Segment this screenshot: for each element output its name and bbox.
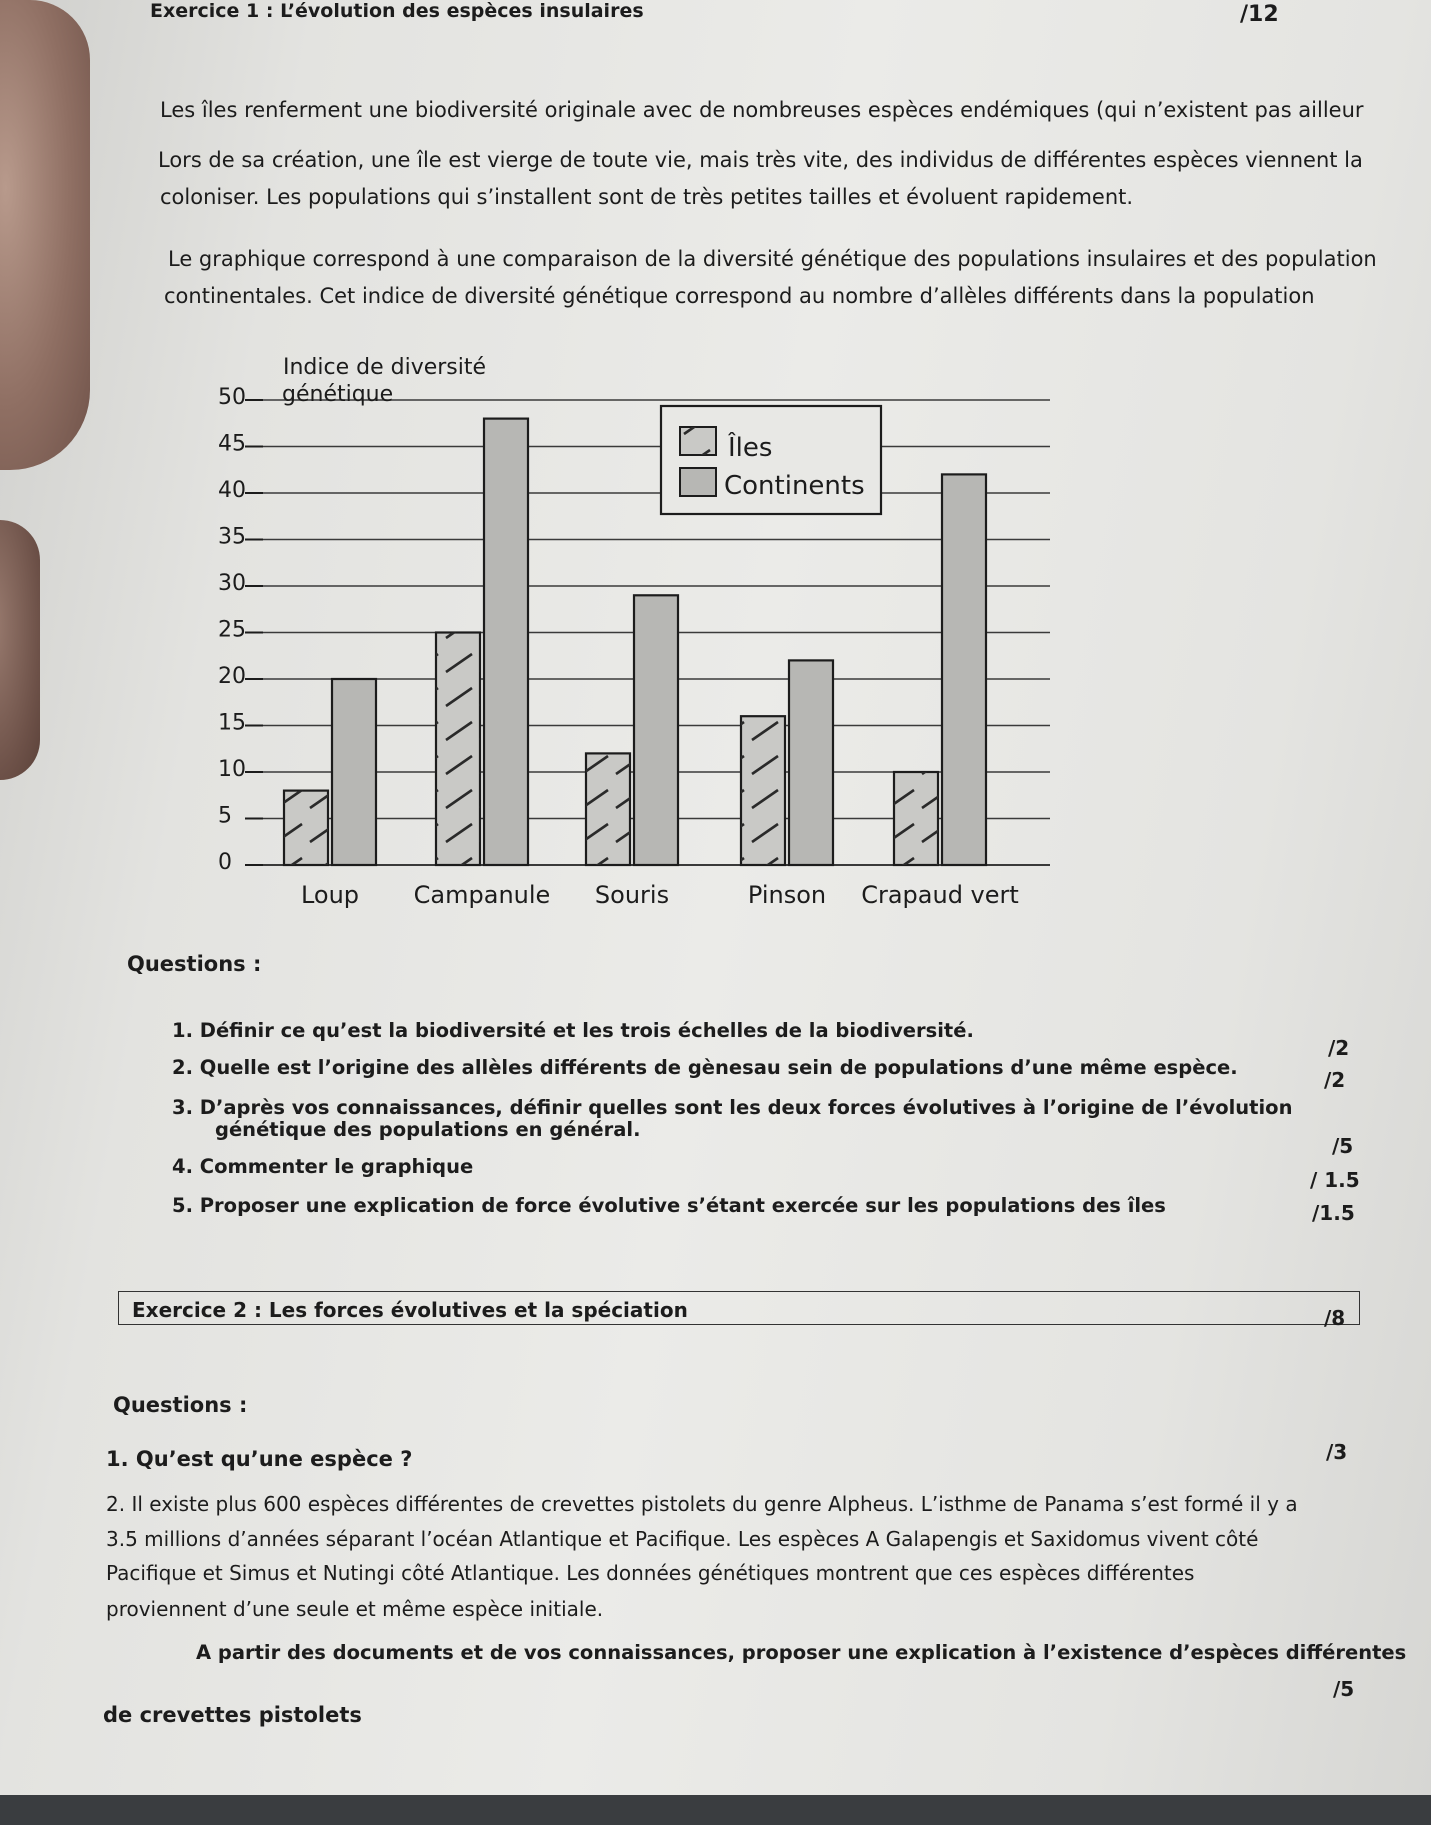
graph-intro-line-2: continentales. Cet indice de diversité génétique correspond au nombre d’allèles différents dans la population: [164, 284, 1315, 308]
bar-iles-hatch-souris: [586, 753, 630, 865]
y-tick-label-25: 25: [218, 617, 246, 643]
ex2-task-points: /5: [1333, 1677, 1355, 1701]
x-category-label-souris: Souris: [594, 881, 670, 909]
y-tick-label-30: 30: [218, 571, 246, 596]
exercise1-questions-heading: Questions :: [127, 952, 262, 976]
table-edge: [0, 1795, 1431, 1825]
bar-continents-pinson: [789, 660, 833, 865]
bar-continents-crapaud-vert: [942, 474, 986, 865]
intro-line-2: Lors de sa création, une île est vierge de toute vie, mais très vite, des individus de différentes espèces viennent la: [158, 148, 1363, 172]
question-3-line-1: 3. D’après vos connaissances, définir quelles sont les deux forces évolutives à l’origine de l’évolution: [172, 1096, 1293, 1119]
ex2-question-2-line-4: proviennent d’une seule et même espèce initiale.: [106, 1597, 604, 1621]
question-5: 5. Proposer une explication de force évolutive s’étant exercée sur les populations des îles: [172, 1194, 1166, 1217]
y-tick-label-20: 20: [218, 664, 246, 689]
exercise1-score: /12: [1240, 2, 1279, 27]
intro-line-3: coloniser. Les populations qui s’installent sont de très petites tailles et évoluent rapidement.: [160, 185, 1134, 209]
exercise2-title: Exercice 2 : Les forces évolutives et la spéciation: [132, 1298, 688, 1322]
exercise2-score: /8: [1324, 1306, 1346, 1330]
y-tick-label-35: 35: [218, 524, 246, 550]
ex2-question-1: 1. Qu’est qu’une espèce ?: [106, 1447, 413, 1471]
exercise2-questions-heading: Questions :: [113, 1393, 248, 1417]
y-axis-label-line-1: Indice de diversité: [283, 355, 487, 380]
y-tick-label-0: 0: [218, 850, 232, 875]
bar-continents-souris: [634, 595, 678, 865]
question-4: 4. Commenter le graphique: [172, 1155, 474, 1178]
legend-label-continents: Continents: [724, 471, 865, 501]
y-tick-label-45: 45: [218, 431, 246, 457]
bar-continents-loup: [332, 679, 376, 865]
y-tick-label-50: 50: [218, 385, 246, 410]
legend-swatch-continents: [680, 468, 716, 496]
y-tick-label-40: 40: [218, 478, 246, 503]
bar-iles-hatch-pinson: [741, 716, 785, 865]
ex2-question-1-points: /3: [1326, 1440, 1348, 1464]
x-category-label-campanule: Campanule: [413, 881, 551, 909]
ex2-question-2-line-1: 2. Il existe plus 600 espèces différentes de crevettes pistolets du genre Alpheus. L’isthme de Panama s’est formé il y a: [106, 1492, 1298, 1516]
question-3-points: /5: [1332, 1134, 1354, 1158]
x-category-label-crapaud-vert: Crapaud vert: [861, 881, 1019, 909]
ex2-task-line-1: A partir des documents et de vos connaissances, proposer une explication à l’existence d’espèces différentes: [196, 1641, 1407, 1664]
question-4-points: / 1.5: [1310, 1168, 1360, 1192]
y-tick-label-5: 5: [218, 803, 232, 829]
intro-line-1: Les îles renferment une biodiversité originale avec de nombreuses espèces endémiques (qui n’existent pas ailleur: [160, 98, 1364, 122]
question-5-points: /1.5: [1312, 1201, 1355, 1225]
ex2-question-2-line-2: 3.5 millions d’années séparant l’océan Atlantique et Pacifique. Les espèces A Galapengis et Saxidomus vivent côté: [106, 1527, 1259, 1551]
ex2-task-line-2: de crevettes pistolets: [103, 1703, 362, 1727]
ex2-question-2-line-3: Pacifique et Simus et Nutingi côté Atlantique. Les données génétiques montrent que ces espèces différentes: [106, 1561, 1195, 1585]
y-tick-label-10: 10: [218, 757, 246, 782]
bar-iles-hatch-loup: [284, 791, 328, 865]
question-3-line-2: génétique des populations en général.: [215, 1118, 641, 1141]
question-1-points: /2: [1328, 1036, 1350, 1060]
bar-iles-hatch-crapaud-vert: [894, 772, 938, 865]
exercise1-title: Exercice 1 : L’évolution des espèces insulaires: [150, 0, 644, 22]
y-tick-label-15: 15: [218, 710, 246, 736]
legend-label-iles: Îles: [728, 433, 773, 463]
graph-intro-line-1: Le graphique correspond à une comparaison de la diversité génétique des populations insulaires et des population: [168, 247, 1377, 271]
bar-continents-campanule: [484, 419, 528, 865]
x-category-label-pinson: Pinson: [747, 881, 827, 909]
bar-iles-hatch-campanule: [436, 633, 480, 866]
question-1: 1. Définir ce qu’est la biodiversité et les trois échelles de la biodiversité.: [172, 1019, 974, 1042]
question-2: 2. Quelle est l’origine des allèles différents de gènesau sein de populations d’une même espèce.: [172, 1056, 1238, 1079]
legend-swatch-iles-hatch: [680, 427, 716, 455]
question-2-points: /2: [1324, 1068, 1346, 1092]
y-axis-label-line-2: génétique: [282, 382, 394, 407]
x-category-label-loup: Loup: [300, 881, 360, 909]
